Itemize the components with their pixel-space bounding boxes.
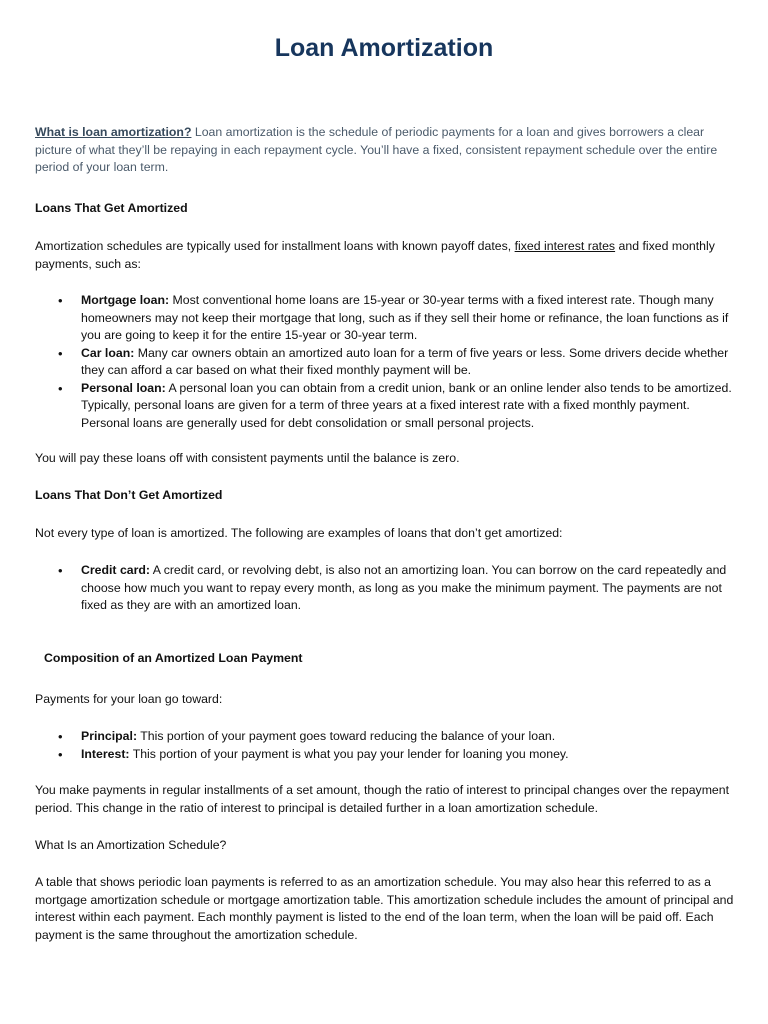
- section-heading-not-amortized: Loans That Don’t Get Amortized: [35, 488, 223, 502]
- list-item-label: Car loan:: [81, 345, 135, 360]
- list-item-label: Principal:: [81, 729, 138, 743]
- list-item-text: Many car owners obtain an amortized auto loan for a term of five years or less. Some drivers decide whether they can afford a car based on what their fixed monthly payment will be.: [81, 345, 729, 377]
- list-item-label: Personal loan:: [81, 380, 166, 395]
- list-item-interest: [35, 746, 735, 764]
- amortized-intro-text-end: and fixed monthly payments, such as:: [35, 239, 715, 271]
- list-item-text: A personal loan you can obtain from a credit union, bank or an online lender also tends to be amortized. Typically, personal loans are given for a term of three years at a fixed interest rate with a fixed monthly payment. Personal loans are generally used for debt consolidation or small personal projects.: [81, 380, 732, 430]
- list-item-label: Credit card:: [81, 563, 151, 577]
- intro-text: Loan amortization is the schedule of periodic payments for a loan and gives borrowers a clear picture of what they’ll be repaying in each repayment cycle. You’ll have a fixed, consistent repayment schedule over the entire period of your loan term.: [35, 125, 718, 174]
- section-heading-composition: Composition of an Amortized Loan Payment: [44, 651, 303, 665]
- composition-list: [35, 728, 735, 763]
- intro-paragraph: [35, 124, 735, 177]
- section-heading-amortized: Loans That Get Amortized: [35, 201, 188, 215]
- amortized-intro-paragraph: [35, 238, 735, 273]
- list-item-mortgage-loan: [35, 292, 735, 345]
- list-item-text: A credit card, or revolving debt, is also not an amortizing loan. You can borrow on the card repeatedly and choose how much you want to repay every month, as long as you make the minimum payment. The payments are not fixed as they are with an amortized loan.: [81, 563, 727, 612]
- list-item-label: Interest:: [81, 746, 130, 761]
- composition-paragraph: Payments for your loan go toward:: [35, 692, 223, 706]
- composition-closing-paragraph: You make payments in regular installments of a set amount, though the ratio of interest to principal changes over the repayment period. This change in the ratio of interest to principal is detailed further in a loan amortization schedule.: [35, 783, 730, 815]
- schedule-paragraph: A table that shows periodic loan payments is referred to as an amortization schedule. You may also hear this referred to as a mortgage amortization schedule or mortgage amortization table. This amortization schedule includes the amount of principal and interest within each payment. Each monthly payment is listed to the end of the loan term, when the loan will be paid off. Each payment is the same throughout the amortization schedule.: [35, 875, 734, 942]
- amortized-closing-paragraph: You will pay these loans off with consistent payments until the balance is zero.: [35, 451, 460, 465]
- list-item-personal-loan: [35, 380, 735, 433]
- fixed-interest-rates-link[interactable]: fixed interest rates: [514, 239, 616, 253]
- list-item-car-loan: [35, 345, 735, 380]
- list-item-text: This portion of your payment is what you pay your lender for loaning you money.: [129, 746, 569, 761]
- section-heading-schedule: What Is an Amortization Schedule?: [35, 838, 227, 852]
- list-item-credit-card: [35, 562, 735, 615]
- list-item-text: Most conventional home loans are 15-year or 30-year terms with a fixed interest rate. Though many homeowners may not keep their mortgage that long, such as if they sell their home or refinance, the loan functions as if you are going to keep it for the entire 15-year or 30-year term.: [81, 293, 729, 342]
- not-amortized-paragraph: Not every type of loan is amortized. The following are examples of loans that don’t get amortized:: [35, 526, 563, 540]
- amortized-intro-text: Amortization schedules are typically used for installment loans with known payoff dates,: [35, 239, 515, 253]
- not-amortized-list: [35, 562, 735, 615]
- list-item-label: Mortgage loan:: [81, 293, 170, 307]
- intro-question-link[interactable]: What is loan amortization?: [35, 125, 192, 139]
- page-title: Loan Amortization: [274, 34, 494, 62]
- list-item-text: This portion of your payment goes toward reducing the balance of your loan.: [137, 729, 556, 743]
- list-item-principal: [35, 728, 735, 746]
- amortized-loans-list: [35, 292, 735, 432]
